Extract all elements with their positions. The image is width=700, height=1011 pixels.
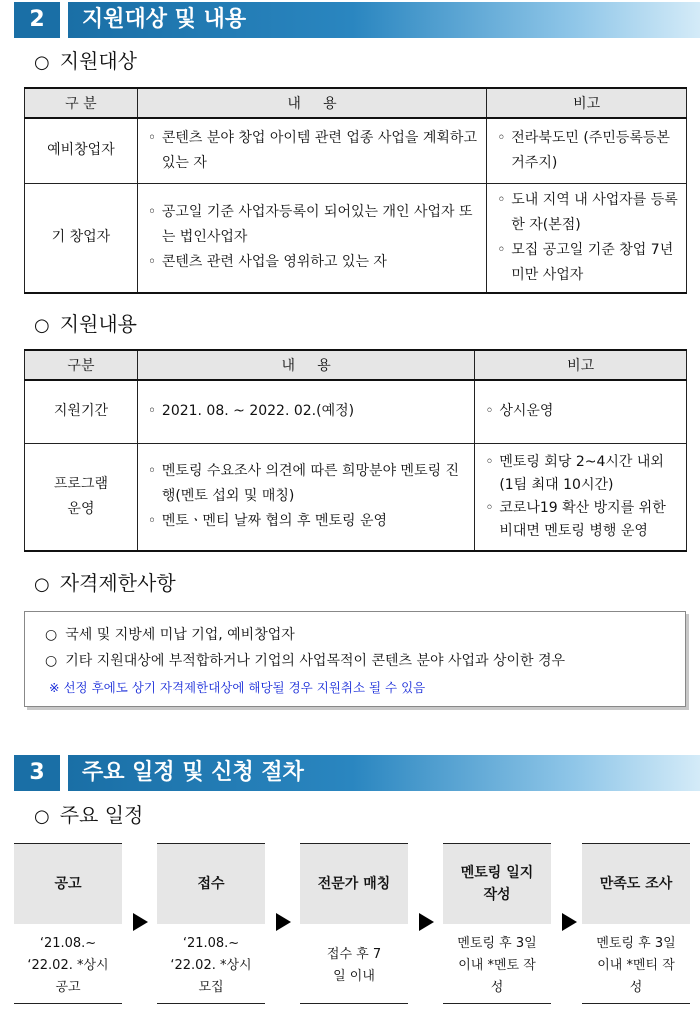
- row-content: [137, 183, 486, 293]
- arrow-right-icon: [133, 913, 148, 931]
- bullet-item: ◦ 코로나19 확산 방지를 위한 비대면 멘토링 병행 운영: [481, 497, 680, 543]
- restriction-item: [45, 624, 295, 644]
- row-label: 지원기간: [25, 380, 138, 443]
- column-header: 비고: [487, 88, 687, 118]
- table-row: [25, 443, 687, 551]
- bullet-item: ◦ 모집 공고일 기준 창업 7년 미만 사업자: [493, 238, 680, 288]
- circle-bullet-icon: ○: [34, 574, 50, 595]
- content-table: [24, 349, 687, 552]
- bullet-item: ◦ 콘텐츠 관련 사업을 영위하고 있는 자: [144, 250, 480, 275]
- subheading-text: 자격제한사항: [59, 571, 176, 595]
- circle-bullet-icon: ○: [34, 52, 50, 73]
- table-row: [25, 183, 687, 293]
- bullet-item: ◦ 공고일 기준 사업자등록이 되어있는 개인 사업자 또는 법인사업자: [144, 200, 480, 250]
- section-title: 지원대상 및 내용: [68, 2, 700, 38]
- row-note: [475, 380, 687, 443]
- section-2-header: [14, 2, 700, 38]
- circle-bullet-icon: ○: [45, 653, 58, 669]
- row-note: [487, 118, 687, 183]
- section-number: 3: [14, 755, 60, 791]
- section-title: 주요 일정 및 신청 절차: [68, 755, 700, 791]
- column-header: 내 용: [137, 88, 486, 118]
- subheading-text: 주요 일정: [59, 803, 144, 827]
- subheading-target: [34, 48, 137, 76]
- column-header: 비고: [475, 350, 687, 380]
- step-title: 접수: [157, 843, 265, 924]
- target-table: [24, 87, 687, 294]
- bullet-item: ◦ 상시운영: [481, 399, 680, 424]
- bullet-item: ◦ 멘토링 회당 2~4시간 내외 (1팀 최대 10시간): [481, 451, 680, 497]
- table-row: [25, 380, 687, 443]
- row-label-text: 프로그램 운영: [53, 475, 108, 517]
- section-3-header: [14, 755, 700, 791]
- circle-bullet-icon: ○: [45, 627, 58, 643]
- subheading-text: 지원내용: [59, 312, 137, 336]
- circle-bullet-icon: ○: [34, 315, 50, 336]
- arrow-right-icon: [276, 913, 291, 931]
- bullet-item: ◦ 멘토링 수요조사 의견에 따른 희망분야 멘토링 진행(멘토 섭외 및 매칭): [144, 459, 468, 509]
- row-label: 예비창업자: [25, 118, 138, 183]
- step-detail-text: 접수 후 7일 이내: [326, 947, 382, 984]
- row-content: [137, 443, 474, 551]
- bullet-item: ◦ 멘토ㆍ멘티 날짜 협의 후 멘토링 운영: [144, 509, 468, 534]
- step-detail: [157, 929, 265, 1004]
- row-label: [25, 443, 138, 551]
- row-note: [475, 443, 687, 551]
- circle-bullet-icon: ○: [34, 806, 50, 827]
- column-header: 구 분: [25, 88, 138, 118]
- subheading-restrictions: [34, 570, 176, 598]
- subheading-text: 지원대상: [59, 49, 137, 73]
- step-detail: [14, 929, 122, 1004]
- step-detail-text: 멘토링 후 3일 이내 *멘티 작성: [596, 936, 676, 995]
- arrow-right-icon: [419, 913, 434, 931]
- column-header: 구분: [25, 350, 138, 380]
- restrictions-box: [24, 611, 686, 707]
- step-title-text: 멘토링 일지 작성: [460, 865, 534, 903]
- section-number: 2: [14, 2, 60, 38]
- warning-note: ※ 선정 후에도 상기 자격제한대상에 해당될 경우 지원취소 될 수 있음: [49, 680, 426, 695]
- column-header: 내 용: [137, 350, 474, 380]
- row-content: [137, 380, 474, 443]
- step-detail-text: ‘21.08.~ ‘22.02. *상시 모집: [170, 936, 252, 995]
- table-row: [25, 118, 687, 183]
- step-detail-text: ‘21.08.~ ‘22.02. *상시 공고: [27, 936, 109, 995]
- row-note: [487, 183, 687, 293]
- subheading-content: [34, 311, 137, 339]
- restriction-text: 기타 지원대상에 부적합하거나 기업의 사업목적이 콘텐츠 분야 사업과 상이한 경우: [65, 653, 566, 669]
- step-detail-text: 멘토링 후 3일 이내 *멘토 작성: [457, 936, 537, 995]
- bullet-item: ◦ 콘텐츠 분야 창업 아이템 관련 업종 사업을 계획하고 있는 자: [144, 126, 480, 176]
- step-title: 공고: [14, 843, 122, 924]
- bullet-item: ◦ 도내 지역 내 사업자를 등록한 자(본점): [493, 188, 680, 238]
- bullet-item: ◦ 2021. 08. ~ 2022. 02.(예정): [144, 399, 468, 424]
- step-title: 만족도 조사: [582, 843, 690, 924]
- restriction-item: [45, 650, 565, 670]
- row-content: [137, 118, 486, 183]
- restriction-text: 국세 및 지방세 미납 기업, 예비창업자: [65, 627, 295, 643]
- arrow-right-icon: [562, 913, 577, 931]
- subheading-schedule: [34, 802, 143, 830]
- step-detail: [443, 929, 551, 1004]
- row-label: 기 창업자: [25, 183, 138, 293]
- step-detail: [300, 929, 408, 1004]
- bullet-item: ◦ 전라북도민 (주민등록등본 거주지): [493, 126, 680, 176]
- step-title: 전문가 매칭: [300, 843, 408, 924]
- step-title: [443, 843, 551, 924]
- step-detail: [582, 929, 690, 1004]
